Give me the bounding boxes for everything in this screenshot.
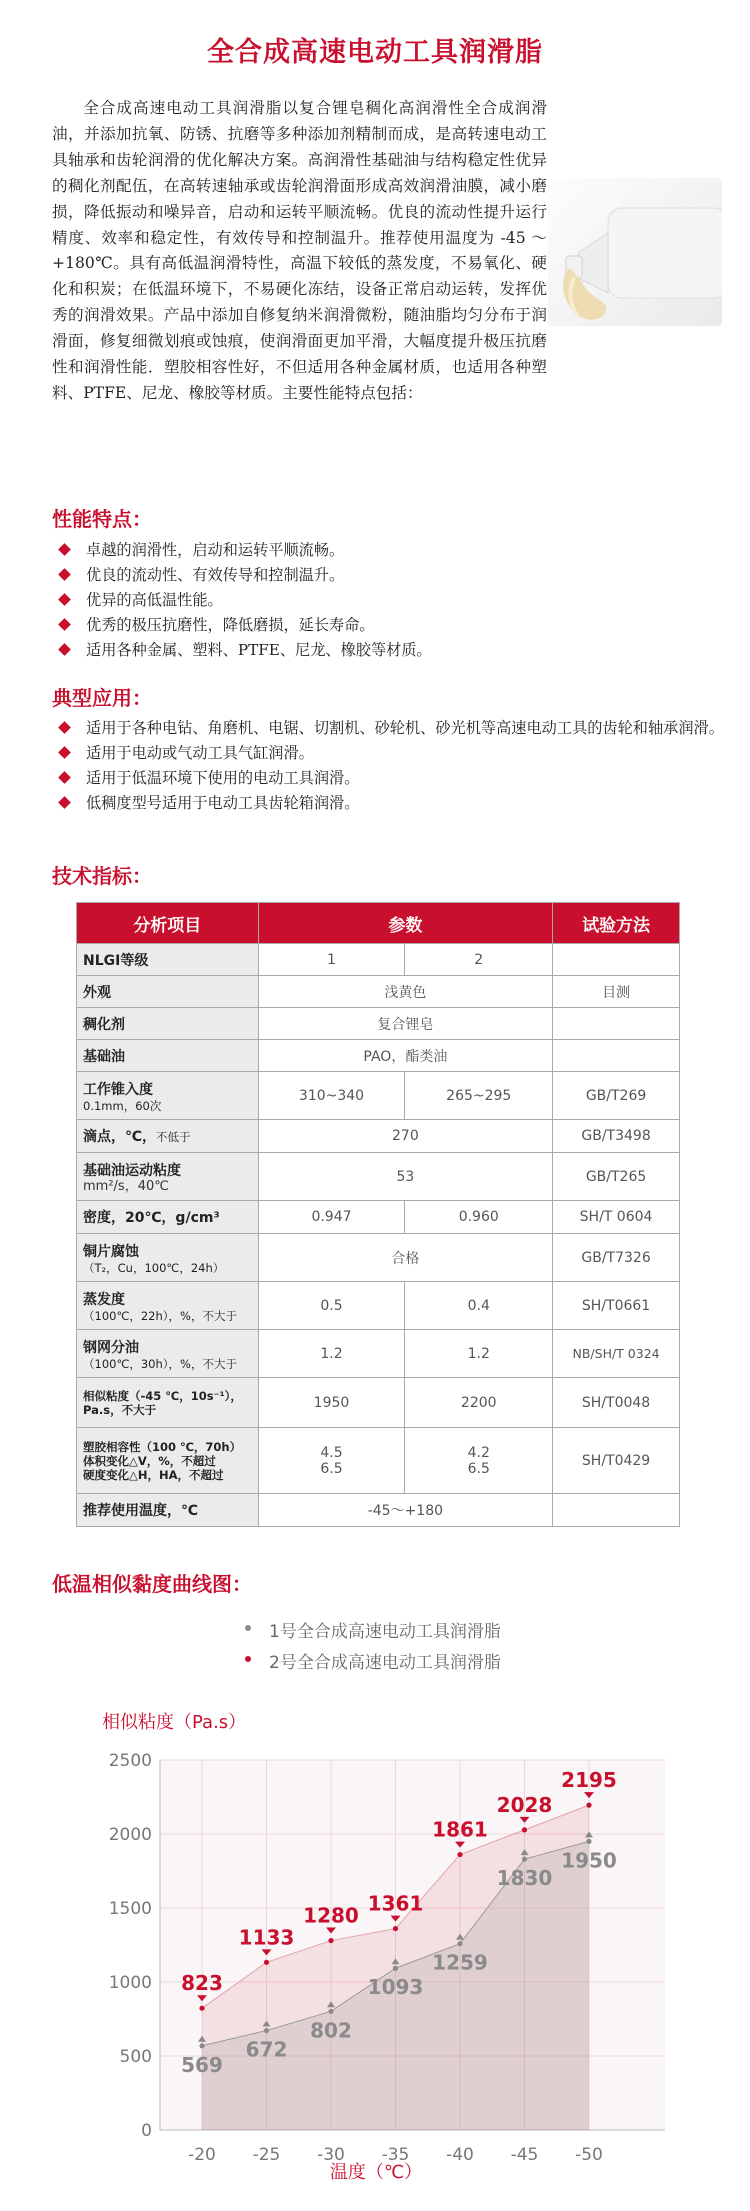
table-row [77, 1120, 680, 1153]
data-label: 2195 [561, 1768, 617, 1793]
row-method: SH/T0661 [553, 1282, 680, 1330]
legend-marker-icon [245, 1625, 251, 1631]
list-item: 优秀的极压抗磨性，降低磨损，延长寿命。 [58, 613, 728, 638]
data-point [393, 1966, 398, 1971]
list-item: 优异的高低温性能。 [58, 588, 728, 613]
row-method [553, 1494, 680, 1527]
data-point [457, 1852, 462, 1857]
row-value-2: 2200 [405, 1378, 553, 1428]
diamond-bullet-icon [58, 568, 71, 581]
row-value-1: 1.2 [258, 1330, 405, 1378]
diamond-bullet-icon [58, 746, 71, 759]
applications-list [58, 716, 728, 816]
data-point [457, 1941, 462, 1946]
data-label: 672 [245, 2037, 288, 2062]
data-label: 2028 [496, 1792, 553, 1817]
row-value-2: 1.2 [405, 1330, 553, 1378]
row-method: SH/T0048 [553, 1378, 680, 1428]
data-label: 1861 [432, 1817, 488, 1842]
row-value-1: 310~340 [258, 1072, 405, 1120]
x-tick-label: -25 [252, 2145, 281, 2165]
legend-item-series-2: 2号全合成高速电动工具润滑脂 [245, 1648, 501, 1673]
row-value: 合格 [258, 1234, 553, 1282]
legend-item-series-1: 1号全合成高速电动工具润滑脂 [245, 1617, 501, 1642]
x-tick-label: -35 [381, 2145, 410, 2165]
diamond-bullet-icon [58, 771, 71, 784]
data-point [586, 1803, 591, 1808]
data-label: 569 [181, 2052, 223, 2077]
row-value-1: 0.5 [258, 1282, 405, 1330]
x-tick-label: -45 [510, 2145, 539, 2165]
row-method: 目测 [553, 976, 680, 1008]
row-method: GB/T269 [553, 1072, 680, 1120]
list-item: 适用于电动或气动工具气缸润滑。 [58, 741, 728, 766]
x-tick-label: -40 [446, 2145, 474, 2165]
diamond-bullet-icon [58, 543, 71, 556]
x-axis-label: 温度（℃） [329, 2162, 423, 2183]
intro-paragraph: 全合成高速电动工具润滑脂以复合锂皂稠化高润滑性全合成润滑油，并添加抗氧、防锈、抗磨等多种添加剂精制而成，是高转速电动工具轴承和齿轮润滑的优化解决方案。高润滑性基础油与结构稳定性优异的稠化剂配伍，在高转速轴承或齿轮润滑面形成高效润滑油膜，减小磨损，降低振动和噪异音，启动和运转平顺流畅。优良的流动性提升运行精度、效率和稳定性，有效传导和控制温升。推荐使用温度为 -45 ～ +180℃。具有高低温润滑特性，高温下较低的蒸发度，不易氧化、硬化和积炭；在低温环境下，不易硬化冻结，设备正常启动运转，发挥优秀的润滑效果。产品中添加自修复纳米润滑微粉，随油脂均匀分布于润滑面，修复细微划痕或蚀痕，使润滑面更加平滑，大幅度提升极压抗磨性和润滑性能．塑胶相容性好，不但适用各种金属材质，也适用各种塑料、PTFE、尼龙、橡胶等材质。主要性能特点包括： [52, 99, 547, 402]
diamond-bullet-icon [58, 796, 71, 809]
y-tick-label: 2000 [108, 1825, 152, 1845]
row-name: 推荐使用温度，℃ [77, 1494, 259, 1527]
grease-tube-icon [548, 178, 722, 326]
row-value-1: 0.947 [258, 1201, 405, 1234]
data-label: 802 [310, 2018, 352, 2043]
data-point [393, 1926, 398, 1931]
row-method [553, 1008, 680, 1040]
data-point [522, 1857, 527, 1862]
data-label: 1280 [303, 1903, 359, 1928]
row-name: 铜片腐蚀 （T₂，Cu，100℃，24h） [77, 1234, 259, 1282]
row-name: 稠化剂 [77, 1008, 259, 1040]
row-value-2: 265~295 [405, 1072, 553, 1120]
row-value: 270 [258, 1120, 553, 1153]
row-method: SH/T0429 [553, 1428, 680, 1494]
product-tube-image [548, 178, 722, 326]
row-value-1: 4.5 6.5 [258, 1428, 405, 1494]
y-tick-label: 0 [141, 2121, 152, 2141]
row-value-2: 2 [405, 944, 553, 976]
row-name: 密度，20℃，g/cm³ [77, 1201, 259, 1234]
features-list [58, 538, 728, 663]
row-value-2: 0.4 [405, 1282, 553, 1330]
list-item: 低稠度型号适用于电动工具齿轮箱润滑。 [58, 791, 728, 816]
row-value-2: 4.2 6.5 [405, 1428, 553, 1494]
data-point [586, 1839, 591, 1844]
data-label: 1950 [561, 1848, 617, 1873]
data-point [264, 1960, 269, 1965]
row-value: -45～+180 [258, 1494, 553, 1527]
y-axis-label: 相似粘度（Pa.s） [102, 1712, 247, 1733]
data-label: 1133 [238, 1925, 295, 1950]
page-title: 全合成高速电动工具润滑脂 [207, 37, 543, 68]
specs-heading: 技术指标： [52, 864, 152, 888]
y-tick-label: 1000 [108, 1973, 152, 1993]
table-row [77, 1494, 680, 1527]
x-tick-label: -50 [575, 2145, 603, 2165]
table-row [77, 1072, 680, 1120]
chart-heading: 低温相似黏度曲线图： [52, 1572, 252, 1596]
x-tick-label: -20 [188, 2145, 216, 2165]
list-item: 适用各种金属、塑料、PTFE、尼龙、橡胶等材质。 [58, 638, 728, 663]
row-method: GB/T265 [553, 1153, 680, 1201]
row-name: 工作锥入度 0.1mm，60次 [77, 1072, 259, 1120]
table-row [77, 1330, 680, 1378]
row-value-1: 1950 [258, 1378, 405, 1428]
data-label: 1361 [367, 1891, 424, 1916]
row-name: 基础油 [77, 1040, 259, 1072]
row-method: GB/T7326 [553, 1234, 680, 1282]
table-row [77, 1378, 680, 1428]
y-tick-label: 2500 [108, 1751, 152, 1771]
list-item: 适用于低温环境下使用的电动工具润滑。 [58, 766, 728, 791]
row-value-1: 1 [258, 944, 405, 976]
row-name: 外观 [77, 976, 259, 1008]
x-tick-label: -30 [317, 2145, 345, 2165]
features-heading: 性能特点： [52, 507, 152, 531]
header-item: 分析项目 [77, 903, 259, 944]
header-params: 参数 [258, 903, 553, 944]
viscosity-chart [0, 1700, 750, 2200]
row-method: NB/SH/T 0324 [553, 1330, 680, 1378]
table-row [77, 1201, 680, 1234]
legend-marker-icon [245, 1656, 251, 1662]
row-method [553, 1040, 680, 1072]
table-row [77, 1428, 680, 1494]
table-row [77, 1282, 680, 1330]
list-item: 优良的流动性、有效传导和控制温升。 [58, 563, 728, 588]
table-header-row [77, 903, 680, 944]
y-tick-label: 500 [119, 2047, 152, 2067]
row-name: 相似粘度（-45 ℃，10s⁻¹）， Pa.s，不大于 [77, 1378, 259, 1428]
row-value: PAO，酯类油 [258, 1040, 553, 1072]
row-name: 塑胶相容性（100 ℃，70h） 体积变化△V，%，不超过 硬度变化△H，HA，不超过 [77, 1428, 259, 1494]
data-point [199, 2006, 204, 2011]
data-label: 823 [181, 1971, 223, 1996]
list-item: 卓越的润滑性，启动和运转平顺流畅。 [58, 538, 728, 563]
table-row [77, 1153, 680, 1201]
row-name: NLGI等级 [77, 944, 259, 976]
data-point [328, 1938, 333, 1943]
diamond-bullet-icon [58, 721, 71, 734]
spec-table [76, 902, 680, 1527]
row-value-2: 0.960 [405, 1201, 553, 1234]
row-method [553, 944, 680, 976]
y-tick-label: 1500 [108, 1899, 152, 1919]
row-name: 滴点，℃，不低于 [77, 1120, 259, 1153]
row-method: SH/T 0604 [553, 1201, 680, 1234]
row-name: 蒸发度 （100℃，22h），%，不大于 [77, 1282, 259, 1330]
diamond-bullet-icon [58, 618, 71, 631]
row-name: 基础油运动粘度 mm²/s，40℃ [77, 1153, 259, 1201]
data-point [199, 2043, 204, 2048]
header-method: 试验方法 [553, 903, 680, 944]
list-item: 适用于各种电钻、角磨机、电锯、切割机、砂轮机、砂光机等高速电动工具的齿轮和轴承润滑。 [58, 716, 728, 741]
row-value: 复合锂皂 [258, 1008, 553, 1040]
row-name: 钢网分油 （100℃，30h），%，不大于 [77, 1330, 259, 1378]
table-row [77, 1040, 680, 1072]
data-point [264, 2028, 269, 2033]
diamond-bullet-icon [58, 643, 71, 656]
data-label: 1259 [432, 1950, 488, 1975]
table-row [77, 976, 680, 1008]
data-label: 1830 [496, 1866, 553, 1891]
table-row [77, 1234, 680, 1282]
row-value: 53 [258, 1153, 553, 1201]
table-row [77, 1008, 680, 1040]
diamond-bullet-icon [58, 593, 71, 606]
row-method: GB/T3498 [553, 1120, 680, 1153]
row-value: 浅黄色 [258, 976, 553, 1008]
data-point [522, 1827, 527, 1832]
data-point [328, 2009, 333, 2014]
table-row [77, 944, 680, 976]
applications-heading: 典型应用： [52, 686, 152, 710]
data-label: 1093 [367, 1975, 424, 2000]
